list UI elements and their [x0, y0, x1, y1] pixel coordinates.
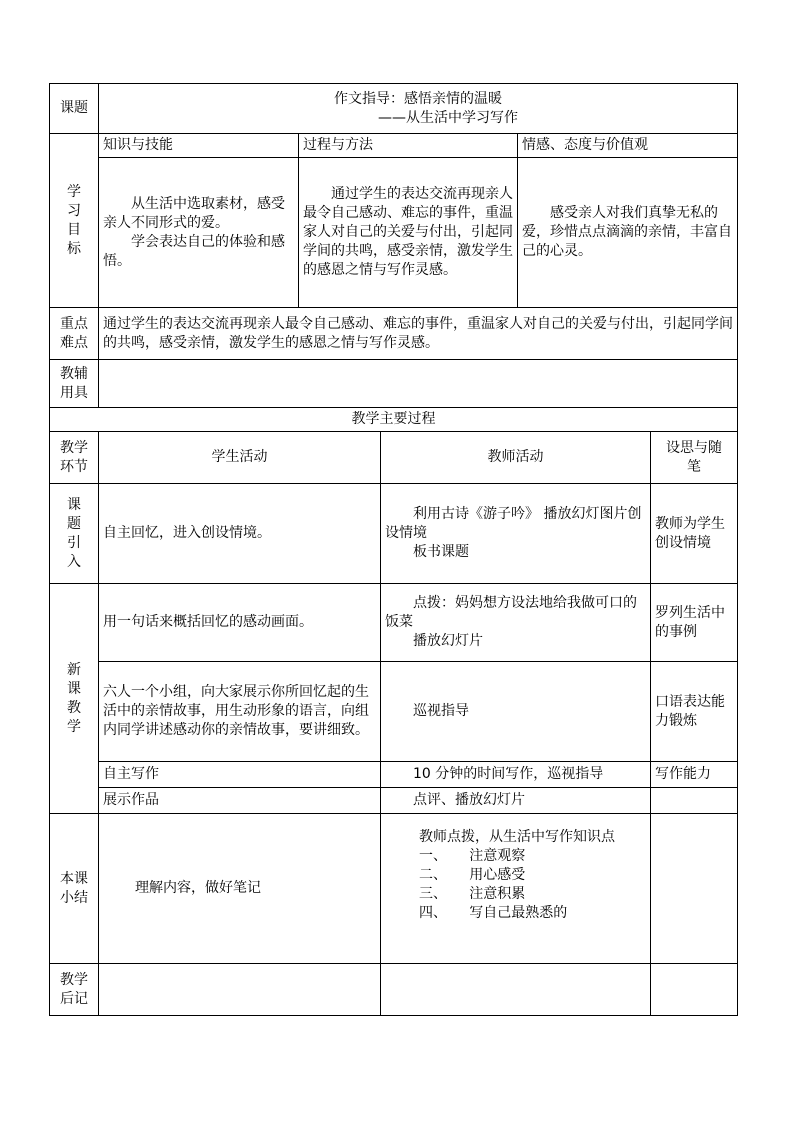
- summary-item-3: 三、 注意积累: [419, 886, 526, 902]
- intro-teacher: 利用古诗《游子吟》 播放幻灯图片创设情境 板书课题: [381, 484, 651, 584]
- new-lesson-notes-3: 写作能力: [651, 762, 738, 788]
- postscript-teacher: [381, 964, 651, 1016]
- summary-item-1: 一、 注意观察: [419, 848, 526, 864]
- keypoints-label: 重点 难点: [50, 308, 99, 360]
- lesson-title: 作文指导：感悟亲情的温暖: [334, 90, 503, 107]
- new-lesson-teacher-1: 点拨：妈妈想方设法地给我做可口的饭菜 播放幻灯片: [381, 584, 651, 662]
- tools-label: 教辅 用具: [50, 360, 99, 408]
- lesson-plan: [49, 83, 737, 1016]
- summary-teacher: [381, 814, 651, 964]
- summary-item-4: 四、 写自己最熟悉的: [419, 905, 568, 921]
- new-lesson-teacher-4: 点评、播放幻灯片: [381, 788, 651, 814]
- summary-label: 本课 小结: [50, 814, 99, 964]
- stage-header: 教学 环节: [50, 432, 99, 484]
- knowledge-text: 从生活中选取素材，感受亲人不同形式的爱。 学会表达自己的体验和感悟。: [99, 158, 299, 308]
- postscript-student: [99, 964, 381, 1016]
- new-lesson-student-2: 六人一个小组，向大家展示你所回忆起的生活中的亲情故事，用生动形象的语言，向组内同学讲述感动你的亲情故事，要讲细致。: [99, 662, 381, 762]
- summary-teacher-title: 教师点拨，从生活中写作知识点: [419, 829, 615, 845]
- new-lesson-notes-2: 口语表达能力锻炼: [651, 662, 738, 762]
- summary-item-2: 二、 用心感受: [419, 867, 526, 883]
- process-title: 教学主要过程: [50, 408, 738, 432]
- new-lesson-student-3: 自主写作: [99, 762, 381, 788]
- header-label: 课题: [50, 84, 99, 134]
- summary-notes: [651, 814, 738, 964]
- col-knowledge: 知识与技能: [99, 134, 299, 158]
- new-lesson-teacher-3: 10 分钟的时间写作，巡视指导: [381, 762, 651, 788]
- new-lesson-student-4: 展示作品: [99, 788, 381, 814]
- intro-notes: 教师为学生创设情境: [651, 484, 738, 584]
- postscript-label: 教学 后记: [50, 964, 99, 1016]
- lesson-title-cell: [99, 84, 738, 134]
- lesson-subtitle: ——从生活中学习写作: [378, 109, 519, 126]
- keypoints-text: 通过学生的表达交流再现亲人最令自己感动、难忘的事件，重温家人对自己的关爱与付出，引起同学间的共鸣，感受亲情，激发学生的感恩之情与写作灵感。: [99, 308, 738, 360]
- new-lesson-label: 新 课 教 学: [50, 584, 99, 814]
- new-lesson-teacher-2: 巡视指导: [381, 662, 651, 762]
- tools-text: [99, 360, 738, 408]
- new-lesson-notes-4: [651, 788, 738, 814]
- postscript-notes: [651, 964, 738, 1016]
- new-lesson-student-1: 用一句话来概括回忆的感动画面。: [99, 584, 381, 662]
- process-text: 通过学生的表达交流再现亲人最令自己感动、难忘的事件，重温家人对自己的关爱与付出，引起同学间的共鸣，感受亲情，激发学生的感恩之情与写作灵感。: [299, 158, 518, 308]
- student-header: 学生活动: [99, 432, 381, 484]
- lesson-info-table: [49, 83, 738, 432]
- new-lesson-notes-1: 罗列生活中的事例: [651, 584, 738, 662]
- teacher-header: 教师活动: [381, 432, 651, 484]
- teaching-process-table: [49, 431, 738, 1016]
- intro-label: 课 题 引 入: [50, 484, 99, 584]
- emotion-text: 感受亲人对我们真挚无私的爱，珍惜点点滴滴的亲情，丰富自己的心灵。: [518, 158, 738, 308]
- notes-header: 设思与随 笔: [651, 432, 738, 484]
- objectives-label: 学 习 目 标: [50, 134, 99, 308]
- summary-student: 理解内容，做好笔记: [99, 814, 381, 964]
- intro-student: 自主回忆，进入创设情境。: [99, 484, 381, 584]
- col-emotion: 情感、态度与价值观: [518, 134, 738, 158]
- col-process: 过程与方法: [299, 134, 518, 158]
